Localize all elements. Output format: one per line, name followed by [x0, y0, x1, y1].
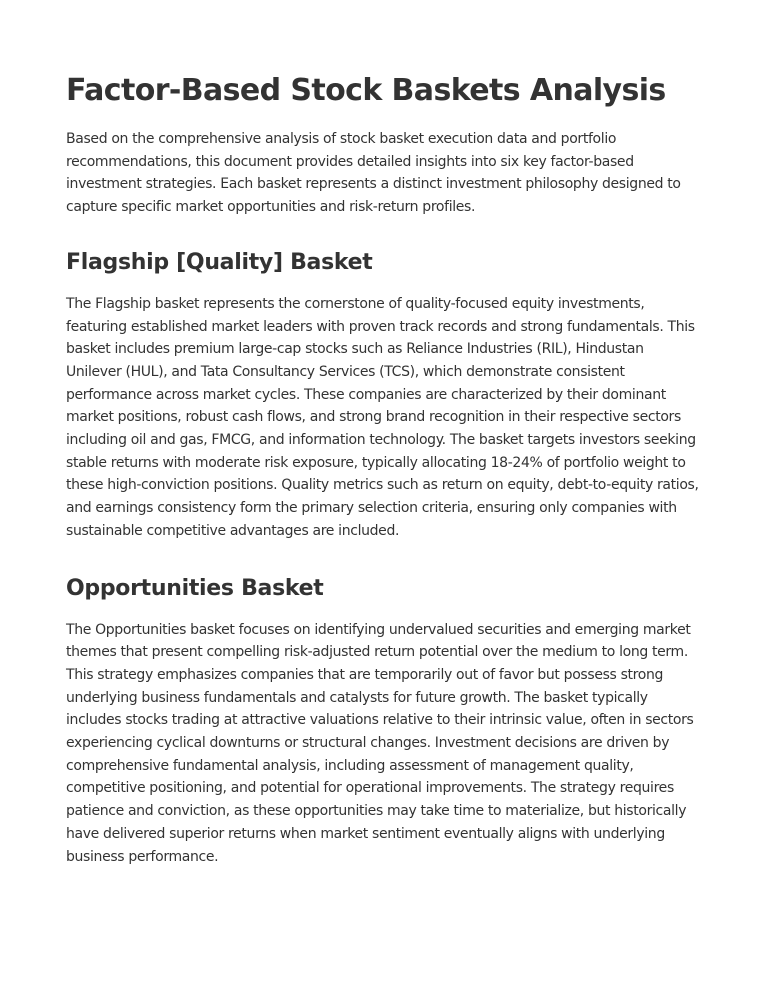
section-body: The Flagship basket represents the cornerstone of quality-focused equity investments, featuring established market leaders with proven track records and strong fundamentals. This basket includes premium large-cap stocks such as Reliance Industries (RIL), Hindustan Unilever (HUL), and Tata Consultancy Services (TCS), which demonstrate consistent performance across market cycles. These companies are characterized by their dominant market positions, robust cash flows, and strong brand recognition in their respective sectors including oil and gas, FMCG, and information technology. The basket targets investors seeking stable returns with moderate risk exposure, typically allocating 18-24% of portfolio weight to these high-conviction positions. Quality metrics such as return on equity, debt-to-equity ratios, and earnings consistency form the primary selection criteria, ensuring only companies with sustainable competitive advantages are included. — [66, 295, 699, 539]
section-body: The Opportunities basket focuses on identifying undervalued securities and emerging market themes that present compelling risk-adjusted return potential over the medium to long term. This strategy emphasizes companies that are temporarily out of favor but possess strong underlying business fundamentals and catalysts for future growth. The basket typically includes stocks trading at attractive valuations relative to their intrinsic value, often in sectors experiencing cyclical downturns or structural changes. Investment decisions are driven by comprehensive fundamental analysis, including assessment of management quality, competitive positioning, and potential for operational improvements. The strategy requires patience and conviction, as these opportunities may take time to materialize, but historically have delivered superior returns when market sentiment eventually aligns with underlying business performance. — [66, 621, 694, 865]
section-heading: Opportunities Basket — [66, 575, 324, 601]
section-heading: Flagship [Quality] Basket — [66, 249, 373, 275]
section-flagship-quality-basket — [66, 247, 702, 543]
intro-paragraph: Based on the comprehensive analysis of stock basket execution data and portfolio recommendations, this document provides detailed insights into six key factor-based investment strategies. Each basket represents a distinct investment philosophy designed to capture specific market opportunities and risk-return profiles. — [66, 131, 681, 216]
section-opportunities-basket — [66, 573, 702, 869]
document-title: Factor-Based Stock Baskets Analysis — [66, 73, 666, 108]
